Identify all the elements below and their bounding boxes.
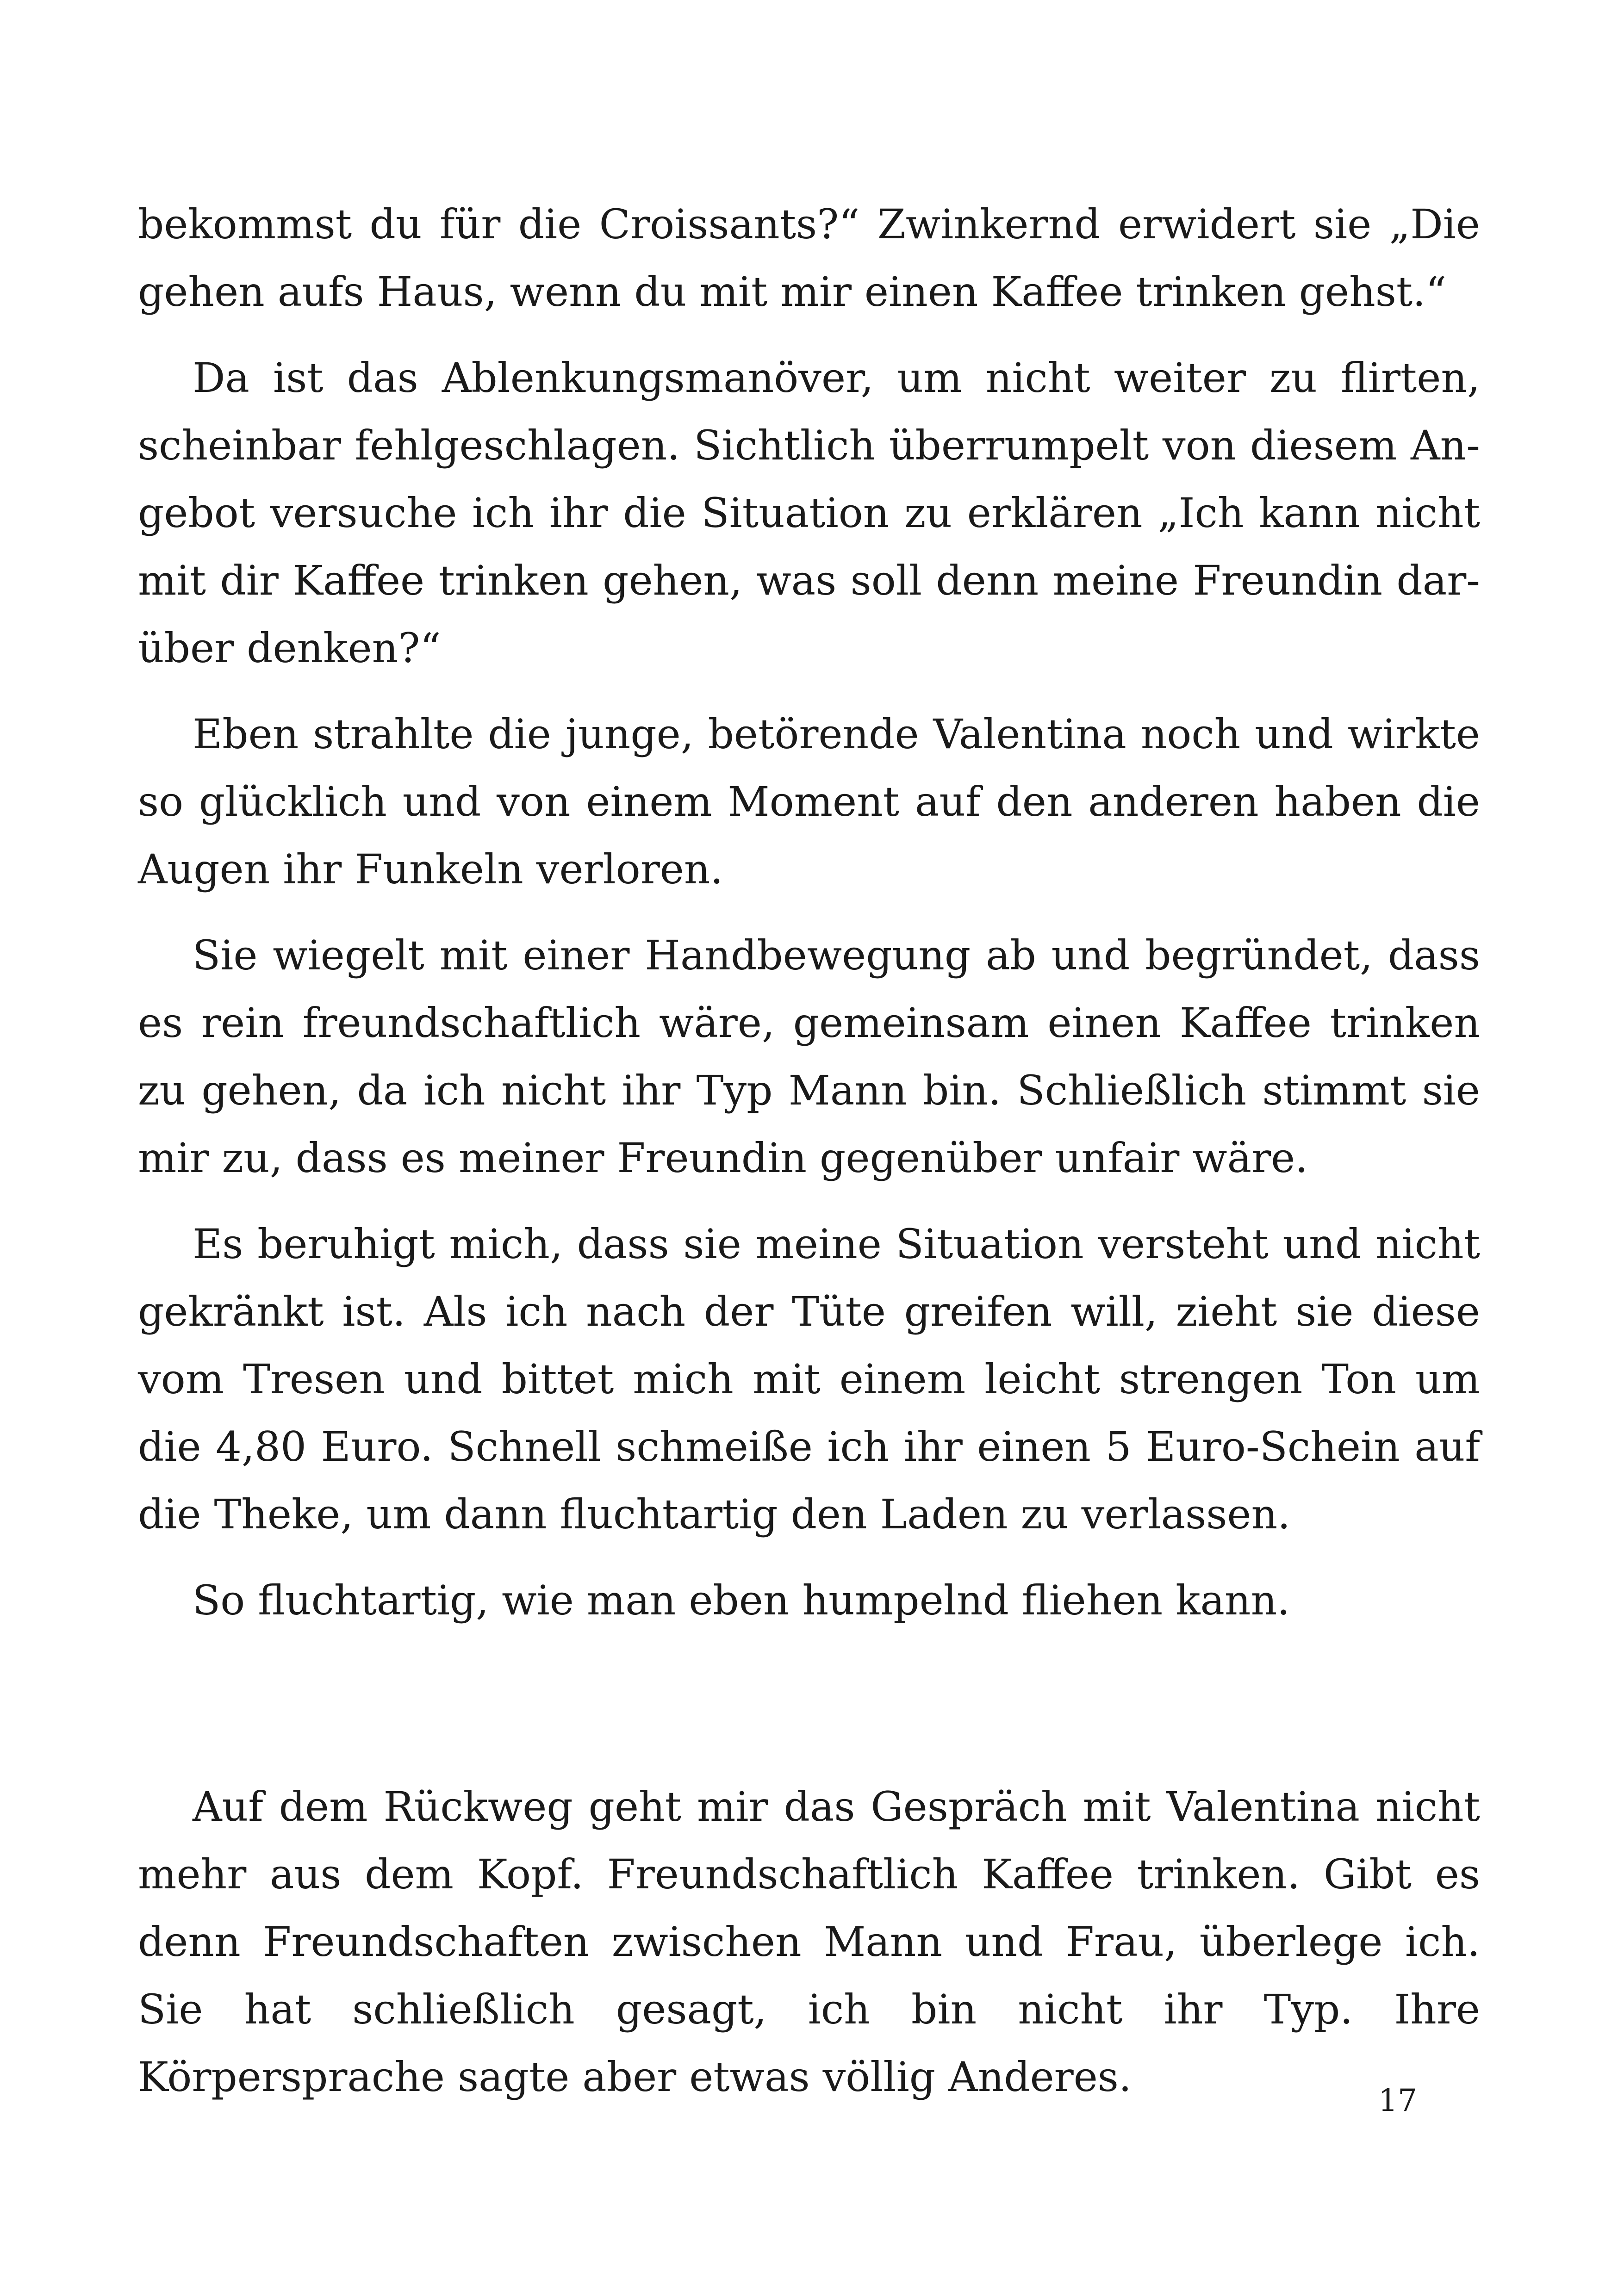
paragraph-5: Es beruhigt mich, dass sie meine Situation versteht und nicht gekränkt ist. Als ich nach der Tüte greifen will, zieht sie diese vom Tresen und bittet mich mit einem leicht strengen Ton um die 4,80 Euro. Schnell schmeiße ich ihr einen 5 Euro-Schein auf die Theke, um dann fluchtartig den Laden zu verlassen.	[138, 1220, 1480, 1538]
paragraph-2: Da ist das Ablenkungsmanöver, um nicht weiter zu flirten, scheinbar fehlgeschlagen. Sichtlich überrumpelt von diesem Angebot versuche ich ihr die Situation zu erklären „Ich kann nicht mit dir Kaffee trinken gehen, was soll denn meine Freundin darüber denken?“	[138, 354, 1480, 672]
body-text	[138, 191, 1480, 2111]
paragraph-spacer	[138, 326, 1480, 344]
paragraph-1: bekommst du für die Croissants?“ Zwinkernd erwidert sie „Die gehen aufs Haus, wenn du mit mir einen Kaffee trinken gehst.“	[138, 200, 1480, 316]
paragraph-spacer	[138, 1192, 1480, 1210]
paragraph-spacer	[138, 1548, 1480, 1567]
section-break	[138, 1634, 1480, 1773]
page-number: 17	[1378, 2083, 1417, 2118]
paragraph-3: Eben strahlte die junge, betörende Valentina noch und wirkte so glücklich und von einem Moment auf den anderen haben die Augen ihr Funkeln verloren.	[138, 710, 1480, 893]
paragraph-6: So fluchtartig, wie man eben humpelnd fliehen kann.	[193, 1576, 1290, 1624]
paragraph-4: Sie wiegelt mit einer Handbewegung ab und begründet, dass es rein freundschaftlich wäre, gemeinsam einen Kaffee trinken zu gehen, da ich nicht ihr Typ Mann bin. Schließlich stimmt sie mir zu, dass es meiner Freundin gegenüber unfair wäre.	[138, 931, 1480, 1182]
paragraph-spacer	[138, 682, 1480, 701]
paragraph-spacer	[138, 903, 1480, 922]
paragraph-7: Auf dem Rückweg geht mir das Gespräch mit Valentina nicht mehr aus dem Kopf. Freundschaftlich Kaffee trinken. Gibt es denn Freundschaften zwischen Mann und Frau, überlege ich. Sie hat schließlich gesagt, ich bin nicht ihr Typ. Ihre Körpersprache sagte aber etwas völlig Anderes.	[138, 1783, 1480, 2101]
